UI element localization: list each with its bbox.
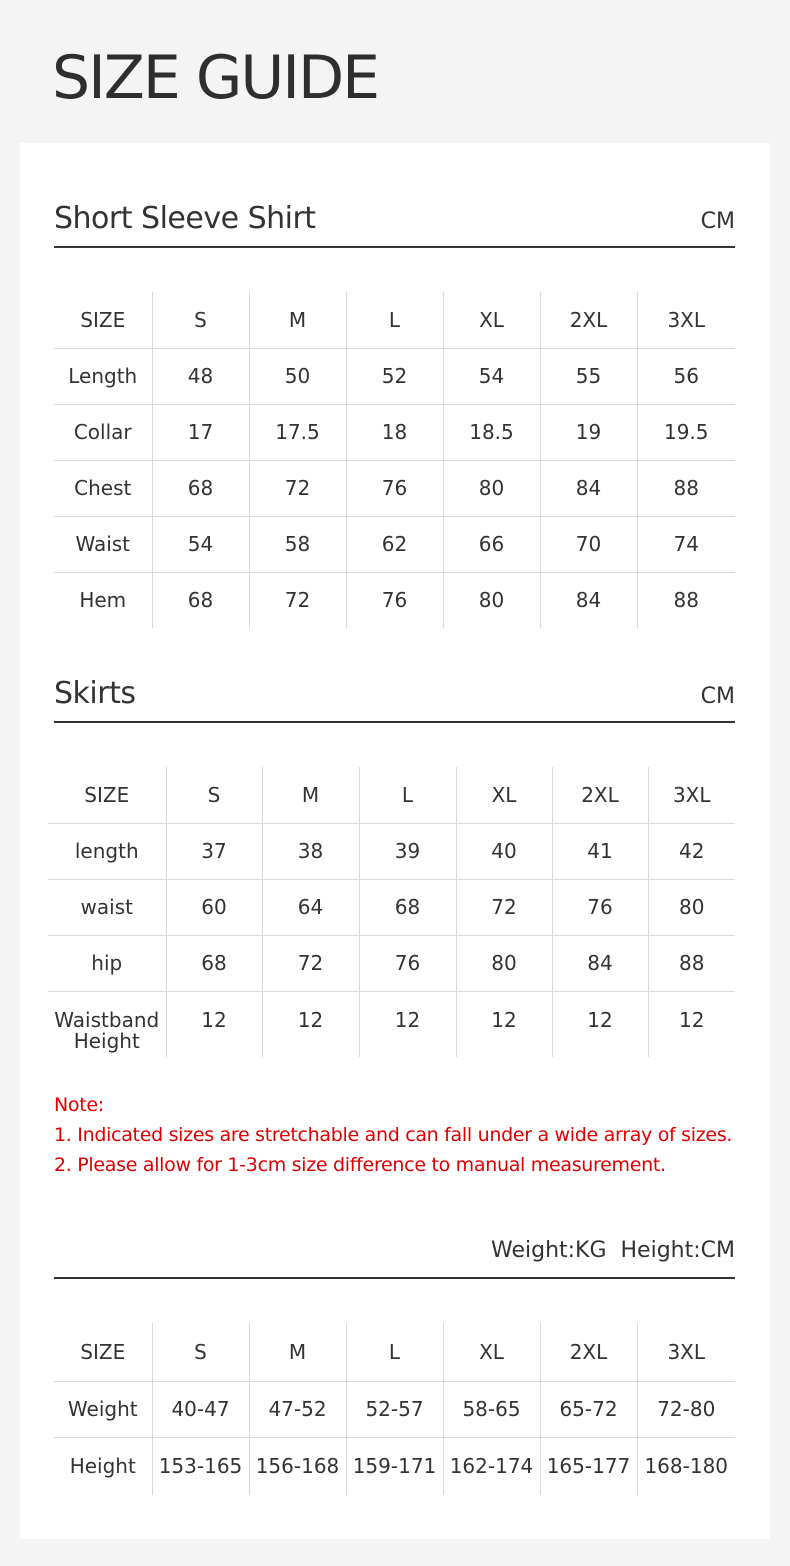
table-header-cell: L: [346, 1323, 443, 1381]
table-row: [54, 404, 735, 460]
table-row: [48, 823, 735, 879]
table-header-row: [54, 1323, 735, 1381]
table-cell: 47-52: [249, 1381, 346, 1437]
note-line: 1. Indicated sizes are stretchable and can fall under a wide array of sizes.: [54, 1124, 733, 1146]
table-cell: 39: [359, 823, 456, 879]
table-cell: 70: [540, 516, 637, 572]
shirt-section-title: Short Sleeve Shirt: [54, 201, 316, 236]
table-cell: 54: [443, 348, 540, 404]
table-cell: 68: [359, 879, 456, 935]
table-cell: 50: [249, 348, 346, 404]
table-cell: 17: [152, 404, 249, 460]
table-row: [48, 935, 735, 991]
table-cell: 156-168: [249, 1437, 346, 1495]
table-cell: 76: [359, 935, 456, 991]
table-row: [54, 572, 735, 628]
table-cell: 76: [346, 460, 443, 516]
row-label: [48, 991, 166, 1057]
table-row: [54, 1437, 735, 1495]
table-cell: 162-174: [443, 1437, 540, 1495]
row-label: Height: [54, 1437, 152, 1495]
skirts-section-header: [54, 663, 735, 723]
table-cell: 64: [262, 879, 359, 935]
table-header-cell: 3XL: [637, 1323, 735, 1381]
table-header-cell: 3XL: [648, 767, 735, 823]
row-label: Collar: [54, 404, 152, 460]
table-cell: 76: [346, 572, 443, 628]
table-cell: 80: [443, 460, 540, 516]
table-header-cell: XL: [443, 1323, 540, 1381]
table-header-cell: S: [152, 1323, 249, 1381]
row-label: length: [48, 823, 166, 879]
row-label: Waist: [54, 516, 152, 572]
table-cell: 12: [456, 991, 552, 1057]
table-row: [54, 460, 735, 516]
table-cell: 68: [152, 572, 249, 628]
table-row: [54, 348, 735, 404]
table-cell: 72: [262, 935, 359, 991]
table-cell: 12: [648, 991, 735, 1057]
table-cell: 72: [456, 879, 552, 935]
table-cell: 58-65: [443, 1381, 540, 1437]
table-cell: 62: [346, 516, 443, 572]
table-header-cell: 2XL: [552, 767, 648, 823]
table-cell: 74: [637, 516, 735, 572]
table-row: [54, 516, 735, 572]
table-cell: 12: [359, 991, 456, 1057]
table-cell: 68: [166, 935, 262, 991]
table-header-cell: XL: [456, 767, 552, 823]
table-cell: 19.5: [637, 404, 735, 460]
shirt-size-table: [54, 292, 735, 628]
skirts-section-title: Skirts: [54, 676, 136, 711]
table-cell: 88: [648, 935, 735, 991]
table-cell: 48: [152, 348, 249, 404]
table-header-cell: SIZE: [84, 782, 130, 807]
table-cell: 38: [262, 823, 359, 879]
table-header-row: [48, 767, 735, 823]
table-cell: 42: [648, 823, 735, 879]
table-cell: 58: [249, 516, 346, 572]
table-header-cell: M: [262, 767, 359, 823]
table-header-cell: SIZE: [80, 307, 126, 332]
table-header-cell: M: [249, 1323, 346, 1381]
table-header-cell: XL: [443, 292, 540, 348]
table-cell: 65-72: [540, 1381, 637, 1437]
table-cell: 80: [456, 935, 552, 991]
table-cell: 18: [346, 404, 443, 460]
table-cell: 165-177: [540, 1437, 637, 1495]
table-cell: 72: [249, 460, 346, 516]
body-measure-table: [54, 1323, 735, 1495]
table-cell: 84: [552, 935, 648, 991]
row-label: Chest: [54, 460, 152, 516]
table-cell: 55: [540, 348, 637, 404]
table-row: [54, 1381, 735, 1437]
table-cell: 66: [443, 516, 540, 572]
note-line: 2. Please allow for 1-3cm size difference to manual measurement.: [54, 1154, 666, 1176]
table-cell: 41: [552, 823, 648, 879]
row-label: Length: [54, 348, 152, 404]
table-cell: 12: [166, 991, 262, 1057]
table-header-cell: L: [346, 292, 443, 348]
table-cell: 153-165: [152, 1437, 249, 1495]
table-cell: 54: [152, 516, 249, 572]
body-measure-section-header: [54, 1220, 735, 1279]
row-label: waist: [48, 879, 166, 935]
table-header-cell: 3XL: [637, 292, 735, 348]
table-cell: 56: [637, 348, 735, 404]
table-header-row: [54, 292, 735, 348]
table-header-cell: L: [359, 767, 456, 823]
table-cell: 52-57: [346, 1381, 443, 1437]
table-cell: 12: [262, 991, 359, 1057]
body-measure-unit-label: Weight:KG Height:CM: [491, 1238, 735, 1263]
table-cell: 80: [443, 572, 540, 628]
table-header-cell: S: [152, 292, 249, 348]
table-cell: 12: [552, 991, 648, 1057]
table-cell: 76: [552, 879, 648, 935]
table-cell: 18.5: [443, 404, 540, 460]
row-label-line: Waistband: [54, 1007, 160, 1032]
table-header-cell: 2XL: [540, 1323, 637, 1381]
table-row: [48, 991, 735, 1057]
table-cell: 40-47: [152, 1381, 249, 1437]
shirt-section-header: [54, 188, 735, 248]
table-cell: 84: [540, 572, 637, 628]
row-label-line: Height: [73, 1028, 140, 1053]
row-label: hip: [48, 935, 166, 991]
table-header-cell: M: [249, 292, 346, 348]
table-cell: 88: [637, 460, 735, 516]
table-row: [48, 879, 735, 935]
row-label: Weight: [54, 1381, 152, 1437]
note-heading: Note:: [54, 1094, 104, 1116]
skirts-size-table: [48, 767, 735, 1057]
table-cell: 84: [540, 460, 637, 516]
table-cell: 168-180: [637, 1437, 735, 1495]
table-cell: 40: [456, 823, 552, 879]
skirts-unit-label: CM: [700, 684, 735, 709]
table-cell: 17.5: [249, 404, 346, 460]
table-header-cell: S: [166, 767, 262, 823]
table-cell: 88: [637, 572, 735, 628]
table-cell: 72-80: [637, 1381, 735, 1437]
table-cell: 72: [249, 572, 346, 628]
page-title: SIZE GUIDE: [52, 43, 379, 113]
sizing-note: [54, 1090, 732, 1180]
table-header-cell: SIZE: [80, 1339, 126, 1364]
table-cell: 19: [540, 404, 637, 460]
row-label: Hem: [54, 572, 152, 628]
table-cell: 80: [648, 879, 735, 935]
shirt-unit-label: CM: [700, 209, 735, 234]
table-header-cell: 2XL: [540, 292, 637, 348]
table-cell: 37: [166, 823, 262, 879]
table-cell: 68: [152, 460, 249, 516]
table-cell: 159-171: [346, 1437, 443, 1495]
table-cell: 60: [166, 879, 262, 935]
table-cell: 52: [346, 348, 443, 404]
